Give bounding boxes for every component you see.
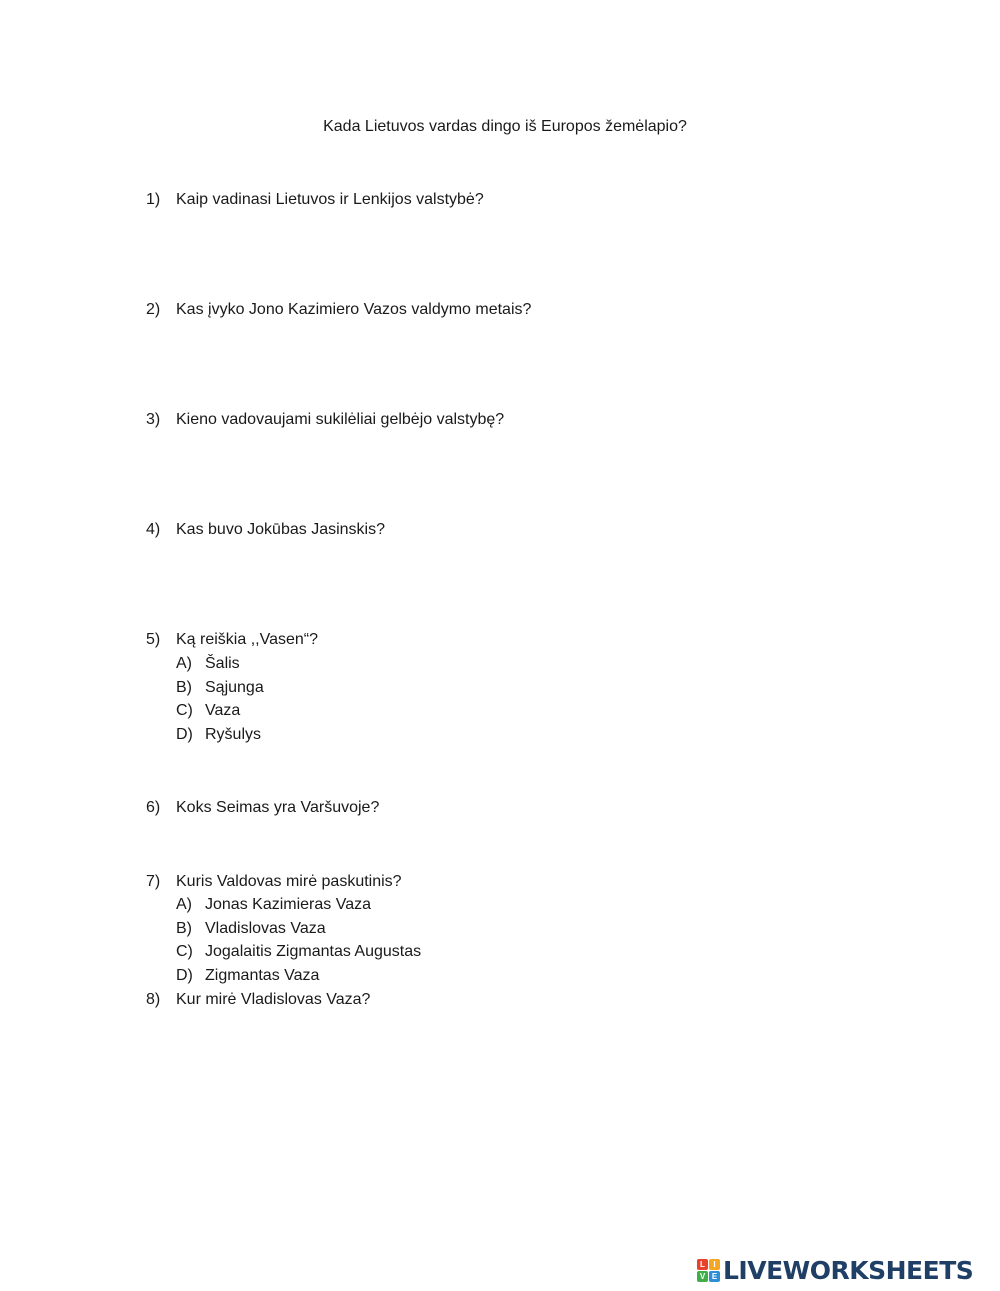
option-letter: D) (176, 726, 193, 743)
option-text: Sąjunga (205, 679, 264, 696)
question-7 (146, 873, 402, 891)
question-number: 8) (146, 991, 161, 1008)
question-text: Kur mirė Vladislovas Vaza? (176, 991, 371, 1008)
answer-option-7a[interactable] (176, 896, 371, 914)
question-number: 2) (146, 301, 161, 318)
question-number: 5) (146, 631, 161, 648)
question-number: 7) (146, 873, 161, 890)
option-text: Vladislovas Vaza (205, 920, 326, 937)
question-text: Kuris Valdovas mirė paskutinis? (176, 873, 402, 890)
logo-mark-letter: L (697, 1259, 708, 1270)
option-letter: C) (176, 943, 193, 960)
question-1 (146, 191, 484, 209)
option-text: Vaza (205, 702, 241, 719)
question-3 (146, 411, 504, 429)
logo-mark-letter: E (709, 1271, 720, 1282)
option-text: Šalis (205, 655, 240, 672)
option-text: Jonas Kazimieras Vaza (205, 896, 371, 913)
worksheet-title: Kada Lietuvos vardas dingo iš Europos žemėlapio? (323, 118, 687, 135)
liveworksheets-logo (697, 1255, 973, 1285)
question-2 (146, 301, 531, 319)
question-text: Ką reiškia ,,Vasen“? (176, 631, 318, 648)
option-letter: C) (176, 702, 193, 719)
question-number: 1) (146, 191, 161, 208)
question-number: 4) (146, 521, 161, 538)
question-text: Koks Seimas yra Varšuvoje? (176, 799, 380, 816)
answer-option-5c[interactable] (176, 702, 240, 720)
logo-mark-letter: I (709, 1259, 720, 1270)
answer-option-5a[interactable] (176, 655, 240, 673)
question-text: Kieno vadovaujami sukilėliai gelbėjo valstybę? (176, 411, 505, 428)
liveworksheets-logo-mark (697, 1259, 720, 1282)
question-5 (146, 631, 318, 649)
answer-option-5d[interactable] (176, 726, 261, 744)
question-4 (146, 521, 385, 539)
question-6 (146, 799, 379, 817)
logo-mark-letter: V (697, 1271, 708, 1282)
option-text: Ryšulys (205, 726, 262, 743)
answer-option-7c[interactable] (176, 943, 421, 961)
question-text: Kaip vadinasi Lietuvos ir Lenkijos valstybė? (176, 191, 484, 208)
answer-option-5b[interactable] (176, 679, 264, 697)
option-letter: A) (176, 896, 192, 913)
option-letter: D) (176, 967, 193, 984)
question-text: Kas įvyko Jono Kazimiero Vazos valdymo metais? (176, 301, 532, 318)
logo-wordmark: LIVEWORKSHEETS (723, 1255, 974, 1285)
option-letter: B) (176, 920, 192, 937)
answer-option-7b[interactable] (176, 920, 326, 938)
option-text: Zigmantas Vaza (205, 967, 320, 984)
question-text: Kas buvo Jokūbas Jasinskis? (176, 521, 385, 538)
question-number: 6) (146, 799, 161, 816)
question-number: 3) (146, 411, 161, 428)
option-text: Jogalaitis Zigmantas Augustas (205, 943, 422, 960)
question-8 (146, 991, 370, 1009)
option-letter: A) (176, 655, 192, 672)
answer-option-7d[interactable] (176, 967, 319, 985)
option-letter: B) (176, 679, 192, 696)
